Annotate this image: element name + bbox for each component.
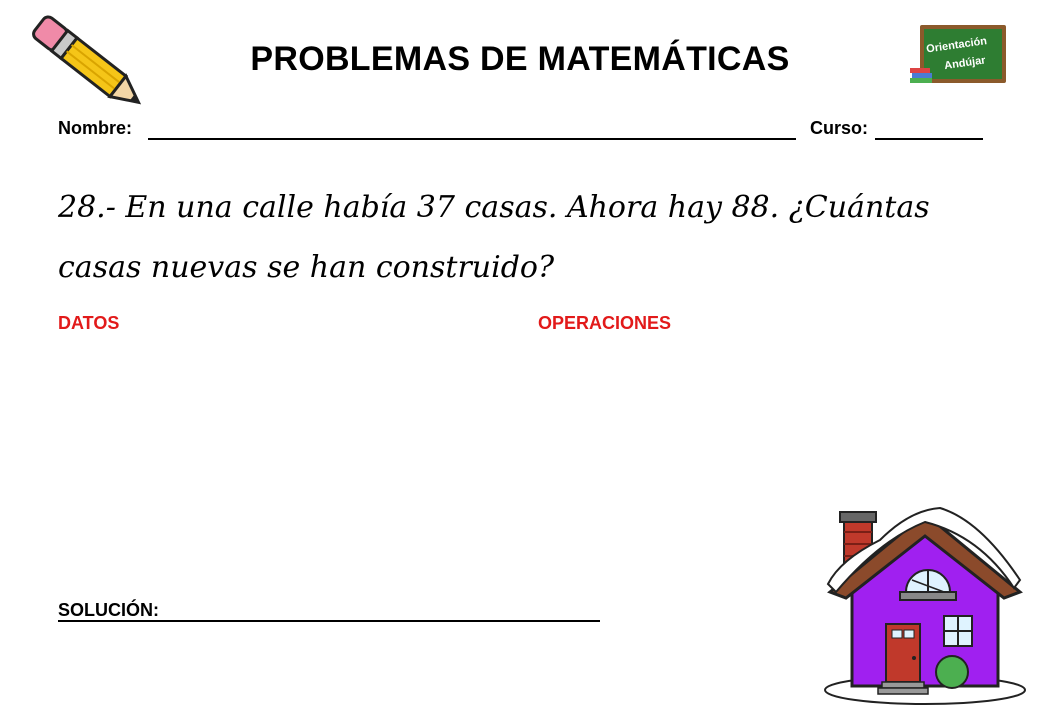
solucion-line[interactable] bbox=[58, 620, 600, 622]
logo-text-line1: Orientación bbox=[925, 35, 988, 56]
operaciones-label: OPERACIONES bbox=[538, 313, 672, 333]
house-icon bbox=[820, 500, 1030, 710]
logo-text-line2: Andújar bbox=[943, 54, 987, 73]
nombre-line[interactable] bbox=[148, 138, 796, 140]
curso-label: Curso: bbox=[810, 118, 868, 138]
nombre-label: Nombre: bbox=[58, 118, 133, 138]
datos-label: DATOS bbox=[58, 313, 120, 333]
solucion-label: SOLUCIÓN: bbox=[58, 600, 159, 620]
problem-statement: 28.- En una calle había 37 casas. Ahora hay 88. ¿Cuántas casas nuevas se han construido? bbox=[58, 190, 930, 285]
logo bbox=[910, 24, 1008, 86]
curso-line[interactable] bbox=[875, 138, 983, 140]
page-title: PROBLEMAS DE MATEMÁTICAS bbox=[250, 40, 790, 78]
